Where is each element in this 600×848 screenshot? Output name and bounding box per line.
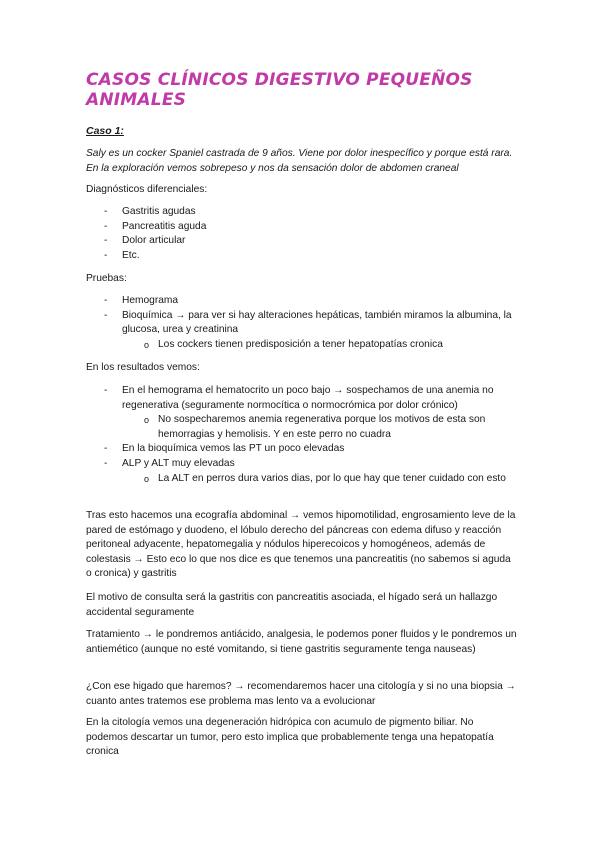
tratamiento-paragraph: Tratamiento → le pondremos antiácido, analgesia, le podemos poner fluidos y le pondremos un antiemético (aunque no esté vomitando, si tiene gastritis seguramente tenga nauseas) xyxy=(86,629,517,655)
list-item-text: En el hemograma el hematocrito un poco bajo → sospechamos de una anemia no regenerativa (seguramente normocítica o normocrómica por dolor crónico) xyxy=(122,385,494,411)
sub-list xyxy=(122,413,518,442)
list-item: - Hemograma xyxy=(86,294,518,309)
list-item: - En la bioquímica vemos las PT un poco elevadas xyxy=(86,442,518,457)
sub-list-item: o No sospecharemos anemia regenerativa porque los motivos de esta son hemorragias y hemolisis. Y en este perro no cuadra xyxy=(122,413,518,442)
tests-list xyxy=(86,294,518,352)
list-item xyxy=(86,384,518,442)
sub-list xyxy=(122,338,518,353)
sub-list xyxy=(122,472,518,487)
results-heading: En los resultados vemos: xyxy=(86,362,200,373)
case-intro: Saly es un cocker Spaniel castrada de 9 años. Viene por dolor inespecífico y porque está rara. En la exploración vemos sobrepeso y nos da sensación dolor de abdomen craneal xyxy=(86,148,513,174)
list-item: - Pancreatitis aguda xyxy=(86,220,518,235)
list-item: - Gastritis agudas xyxy=(86,205,518,220)
citologia-paragraph: En la citología vemos una degeneración hidrópica con acumulo de pigmento biliar. No podemos descartar un tumor, pero esto implica que probablemente tenga una hepatopatía cronica xyxy=(86,717,494,758)
differentials-list xyxy=(86,205,518,263)
results-list xyxy=(86,384,518,486)
page-title: CASOS CLÍNICOS DIGESTIVO PEQUEÑOS ANIMALES xyxy=(86,70,473,110)
list-item xyxy=(86,457,518,486)
sub-list-item: o La ALT en perros dura varios dias, por lo que hay que tener cuidado con esto xyxy=(122,472,518,487)
list-item xyxy=(86,309,518,353)
case-heading: Caso 1: xyxy=(86,125,124,137)
list-item: - Etc. xyxy=(86,249,518,264)
higado-paragraph: ¿Con ese higado que haremos? → recomendaremos hacer una citología y si no una biopsia → cuanto antes tratemos ese problema mas lento va a evolucionar xyxy=(86,681,516,707)
list-item-text: Bioquímica → para ver si hay alteraciones hepáticas, también miramos la albumina, la glucosa, urea y creatinina xyxy=(122,309,512,336)
differentials-heading: Diagnósticos diferenciales: xyxy=(86,184,208,195)
motivo-paragraph: El motivo de consulta será la gastritis con pancreatitis asociada, el hígado será un hallazgo accidental seguramente xyxy=(86,592,498,618)
tests-heading: Pruebas: xyxy=(86,273,127,284)
ecografia-paragraph: Tras esto hacemos una ecografía abdominal → vemos hipomotilidad, engrosamiento leve de la pared de estómago y duodeno, el lóbulo derecho del páncreas con edema difuso y reacción peritoneal adyacente, hepatomegalia y nódulos hiperecoicos y homogéneos, además de colestasis → Esto eco lo que nos dice es que tenemos una pancreatitis (no sabemos si aguda o cronica) y gastritis xyxy=(86,510,516,580)
list-item: - Dolor articular xyxy=(86,234,518,249)
sub-list-item: o Los cockers tienen predisposición a tener hepatopatías cronica xyxy=(122,338,518,353)
list-item-text: ALP y ALT muy elevadas xyxy=(122,457,235,469)
